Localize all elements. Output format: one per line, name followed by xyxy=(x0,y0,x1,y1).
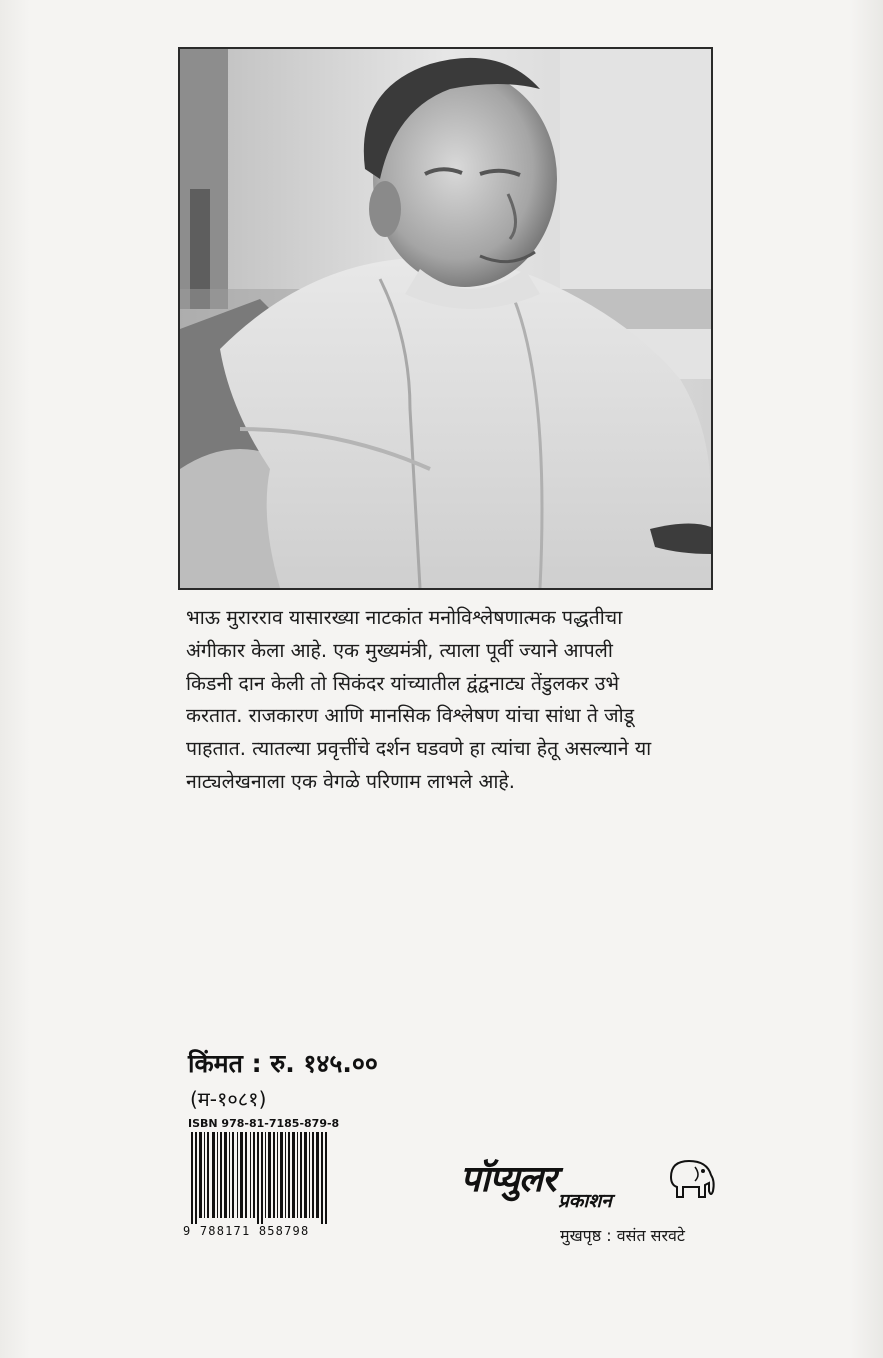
blurb-line: पाहतात. त्यातल्या प्रवृत्तींचे दर्शन घडवणे हा त्यांचा हेतू असल्याने या xyxy=(186,737,652,761)
blurb-line: किडनी दान केली तो सिकंदर यांच्यातील द्वंद्वनाट्य तेंडुलकर उभे xyxy=(186,671,620,695)
publisher-logo xyxy=(460,1153,720,1223)
blurb-line: अंगीकार केला आहे. एक मुख्यमंत्री, त्याला पूर्वी ज्याने आपली xyxy=(186,638,613,662)
blurb-line: करतात. राजकारण आणि मानसिक विश्लेषण यांचा सांधा ते जोडू xyxy=(186,704,635,728)
publisher-sub: प्रकाशन xyxy=(558,1190,612,1212)
author-photo xyxy=(178,47,713,590)
price-label: किंमत : रु. १४५.०० xyxy=(188,1049,378,1078)
publisher-name: पॉप्युलर xyxy=(460,1159,556,1200)
blurb-line: नाट्यलेखनाला एक वेगळे परिणाम लाभले आहे. xyxy=(186,769,515,793)
elephant-icon xyxy=(665,1155,719,1201)
back-cover-blurb xyxy=(186,602,714,799)
cover-credit: मुखपृष्ठ : वसंत सरवटे xyxy=(560,1226,685,1245)
blurb-line: भाऊ मुरारराव यासारख्या नाटकांत मनोविश्लेषणात्मक पद्धतीचा xyxy=(186,606,623,629)
barcode-digits: 9 788171 858798 xyxy=(183,1224,310,1238)
barcode-icon xyxy=(187,1132,333,1224)
isbn-label: ISBN 978-81-7185-879-8 xyxy=(188,1117,340,1130)
catalog-code: (म-१०८१) xyxy=(190,1087,267,1111)
